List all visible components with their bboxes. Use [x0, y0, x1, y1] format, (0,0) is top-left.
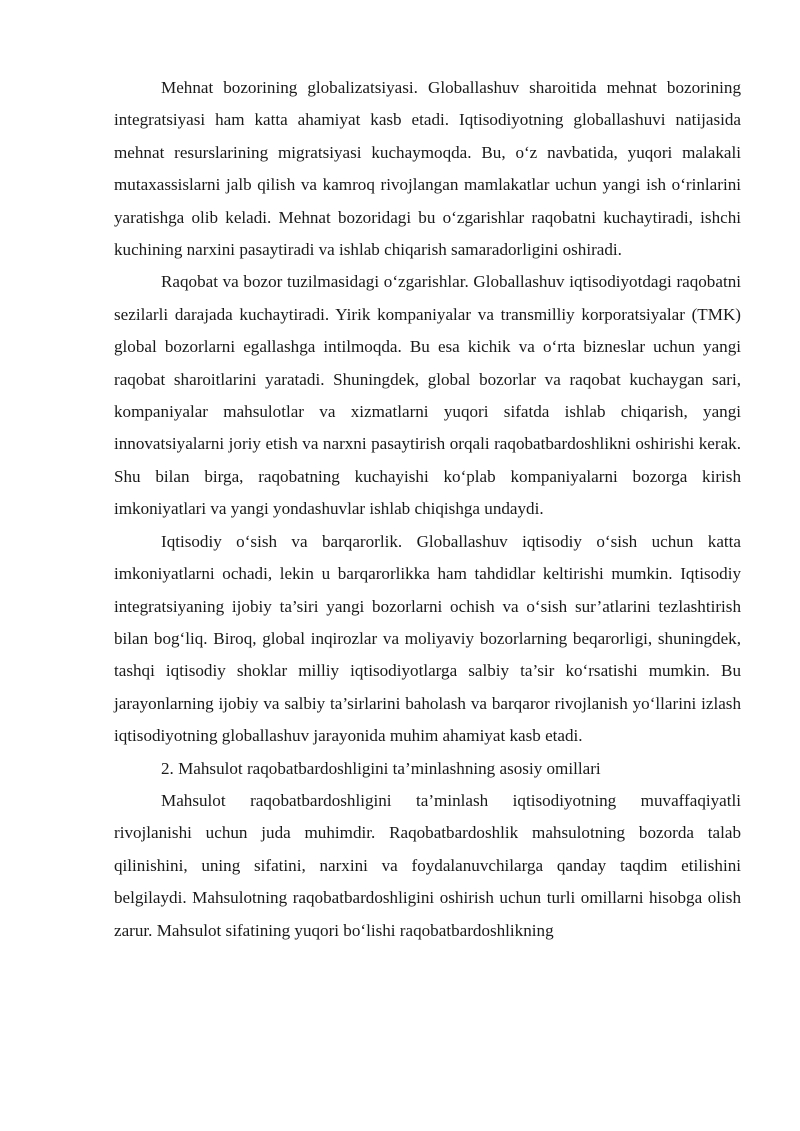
paragraph-labor-market: Mehnat bozorining globalizatsiyasi. Globallashuv sharoitida mehnat bozorining integratsiyasi ham katta ahamiyat kasb etadi. Iqtisodiyotning globallashuvi natijasida mehnat resurslarining migratsiyasi kuchaymoqda. Bu, o‘z navbatida, yuqori malakali mutaxassislarni jalb qilish va kamroq rivojlangan mamlakatlar uchun yangi ish o‘rinlarini yaratishga olib keladi. Mehnat bozoridagi bu o‘zgarishlar raqobatni kuchaytiradi, ishchi kuchining narxini pasaytiradi va ishlab chiqarish samaradorligini oshiradi.	[114, 78, 741, 260]
paragraph-competition: Raqobat va bozor tuzilmasidagi o‘zgarishlar. Globallashuv iqtisodiyotdagi raqobatni sezilarli darajada kuchaytiradi. Yirik kompaniyalar va transmilliy korporatsiyalar (TMK) global bozorlarni egallashga intilmoqda. Bu esa kichik va o‘rta bizneslar uchun yangi raqobat sharoitlarini yaratadi. Shuningdek, global bozorlar va raqobat kuchaygan sari, kompaniyalar mahsulotlar va xizmatlarni yuqori sifatda ishlab chiqarish, yangi innovatsiyalarni joriy etish va narxni pasaytirish orqali raqobatbardoshlikni oshirishi kerak. Shu bilan birga, raqobatning kuchayishi ko‘plab kompaniyalarni bozorga kirish imkoniyatlari va yangi yondashuvlar ishlab chiqishga undaydi.	[114, 272, 741, 519]
section-heading: 2. Mahsulot raqobatbardoshligini ta’minlashning asosiy omillari	[161, 758, 601, 778]
paragraph-product-competitiveness: Mahsulot raqobatbardoshligini ta’minlash iqtisodiyotning muvaffaqiyatli rivojlanishi uchun juda muhimdir. Raqobatbardoshlik mahsulotning bozorda talab qilinishini, uning sifatini, narxini va foydalanuvchilarga qanday taqdim etilishini belgilaydi. Mahsulotning raqobatbardoshligini oshirish uchun turli omillarni hisobga olish zarur. Mahsulot sifatining yuqori bo‘lishi raqobatbardoshlikning	[114, 790, 741, 940]
document-body	[114, 72, 741, 947]
paragraph-economic-growth: Iqtisodiy o‘sish va barqarorlik. Globallashuv iqtisodiy o‘sish uchun katta imkoniyatlarni ochadi, lekin u barqarorlikka ham tahdidlar keltirishi mumkin. Iqtisodiy integratsiyaning ijobiy ta’siri yangi bozorlarni ochish va o‘sish sur’atlarini tezlashtirish bilan bog‘liq. Biroq, global inqirozlar va moliyaviy bozorlarning beqarorligi, shuningdek, tashqi iqtisodiy shoklar milliy iqtisodiyotlarga salbiy ta’sir ko‘rsatishi mumkin. Bu jarayonlarning ijobiy va salbiy ta’sirlarini baholash va barqaror rivojlanish yo‘llarini izlash iqtisodiyotning globallashuv jarayonida muhim ahamiyat kasb etadi.	[114, 531, 741, 746]
